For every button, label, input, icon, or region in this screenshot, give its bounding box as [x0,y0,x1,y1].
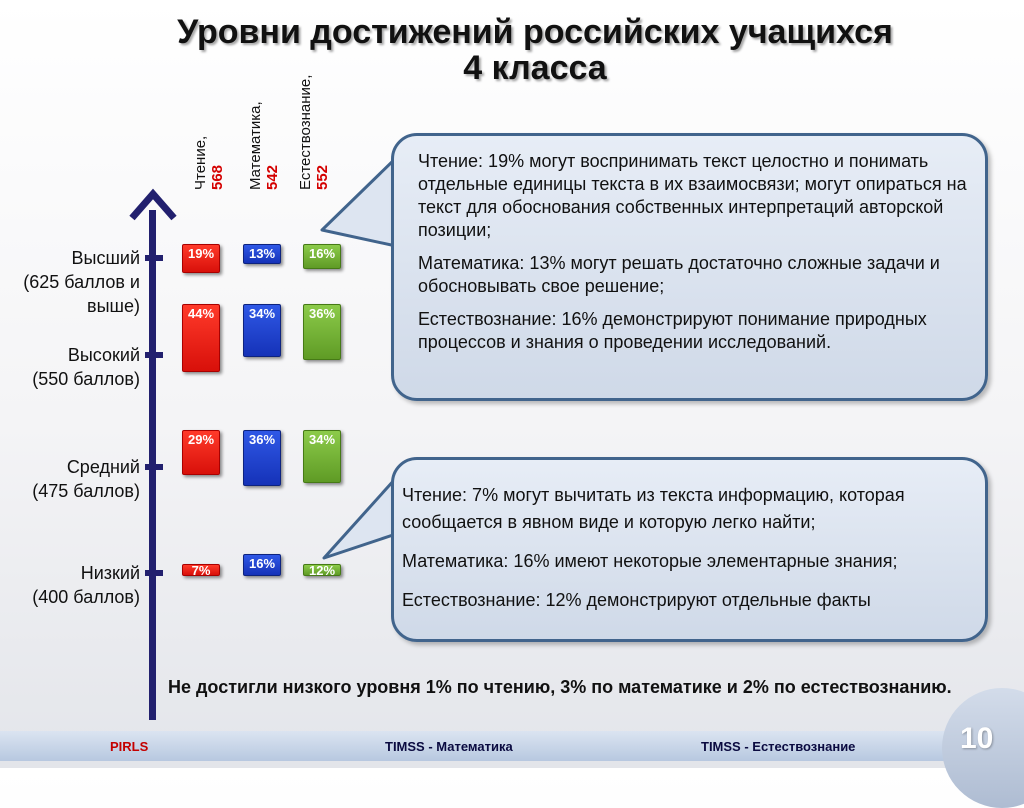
bar-reading-low: 7% [182,564,220,576]
bar-reading-high: 44% [182,304,220,372]
axis-tick [145,570,163,576]
callout-reading-text: Чтение: 19% могут воспринимать текст целостно и понимать отдельные единицы текста в их взаимосвязи; могут опираться на текст для обоснования собственных интерпретаций авторской позиции; [418,151,967,240]
bar-math-medium: 36% [243,430,281,486]
not-reached-note: Не достигли низкого уровня 1% по чтению, 3% по математике и 2% по естествознанию. [168,677,952,697]
callout-top-level-description [391,133,988,401]
page-title: Уровни достижений российских учащихся [177,13,893,51]
bar-math-low: 16% [243,554,281,576]
footer-timss-math [385,739,513,754]
subject-name: Чтение, [192,135,209,190]
footer-pirls: PIRLS [110,739,149,754]
axis-tick [145,464,163,470]
page-title-line2: 4 класса [463,49,607,87]
bar-science-highest: 16% [303,244,341,269]
bar-science-high: 36% [303,304,341,360]
level-label-high [32,343,140,391]
bar-science-medium: 34% [303,430,341,483]
level-label-medium [32,455,140,503]
footer-subject: Математика [436,739,513,754]
subject-name: Математика, [247,101,264,190]
bar-math-high: 34% [243,304,281,357]
callout-reading-text: Чтение: 7% могут вычитать из текста информацию, которая сообщается в явном виде и которую легко найти; [402,485,905,532]
level-detail: (475 баллов) [32,481,140,501]
subject-reading-header [192,136,226,190]
footer-prefix: TIMSS - [701,739,753,754]
footer-timss-science [701,739,855,754]
bar-reading-highest: 19% [182,244,220,273]
subject-score: 568 [209,164,226,190]
subject-math-header [247,101,281,190]
subject-score: 542 [264,164,281,190]
axis-arrow-icon [128,184,178,224]
level-name: Низкий [80,563,140,583]
bar-reading-medium: 29% [182,430,220,475]
level-name: Высший [71,248,140,268]
level-label-low [32,561,140,609]
bar-math-highest: 13% [243,244,281,264]
page-number: 10 [960,722,994,755]
subject-score: 552 [314,164,331,190]
level-detail: (550 баллов) [32,369,140,389]
callout-low-level-description [391,457,988,642]
subject-name: Естествознание, [297,74,314,190]
callout-science-text: Естествознание: 12% демонстрируют отдельные факты [402,590,871,610]
footer-prefix: TIMSS - [385,739,437,754]
callout-science-text: Естествознание: 16% демонстрируют понимание природных процессов и знания о проведении исследований. [418,309,927,352]
level-name: Высокий [67,345,140,365]
axis-tick [145,352,163,358]
axis-tick [145,255,163,261]
level-detail: выше) [87,296,140,316]
level-label-highest [23,246,140,318]
bar-science-low: 12% [303,564,341,576]
level-detail: (625 баллов и [23,272,140,292]
callout-math-text: Математика: 13% могут решать достаточно сложные задачи и обосновывать свое решение; [418,253,940,296]
footer-subject: Естествознание [752,739,856,754]
callout-math-text: Математика: 16% имеют некоторые элементарные знания; [402,551,898,571]
level-detail: (400 баллов) [32,587,140,607]
level-name: Средний [66,457,140,477]
